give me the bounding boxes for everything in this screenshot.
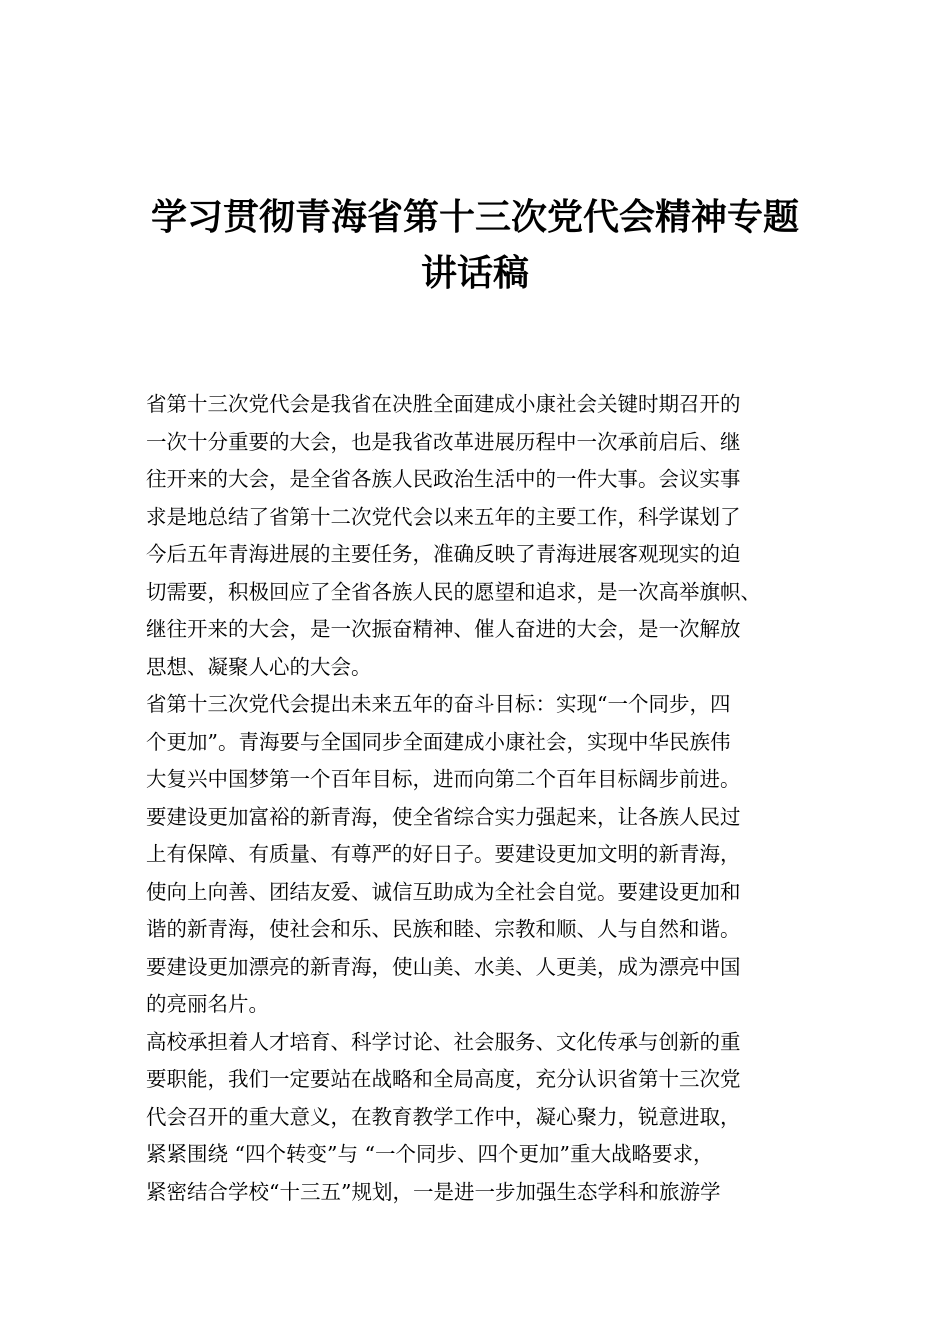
body-line: 求是地总结了省第十二次党代会以来五年的主要工作，科学谋划了 — [146, 504, 741, 529]
body-line: 高校承担着人才培育、科学讨论、社会服务、文化传承与创新的重 — [146, 1029, 741, 1054]
body-line: 思想、凝聚人心的大会。 — [146, 654, 372, 679]
body-line: 紧密结合学校“十三五”规划，一是进一步加强生态学科和旅游学 — [146, 1179, 721, 1204]
body-line: 大复兴中国梦第一个百年目标，进而向第二个百年目标阔步前进。 — [146, 767, 741, 791]
body-line: 要职能，我们一定要站在战略和全局高度，充分认识省第十三次党 — [146, 1067, 741, 1091]
body-line: 省第十三次党代会提出未来五年的奋斗目标：实现“一个同步，四 — [146, 692, 731, 716]
body-line: 要建设更加漂亮的新青海，使山美、水美、人更美，成为漂亮中国 — [146, 954, 741, 979]
title-line-1: 学习贯彻青海省第十三次党代会精神专题 — [150, 197, 799, 238]
body-line: 今后五年青海进展的主要任务，准确反映了青海进展客观现实的迫 — [146, 542, 741, 566]
body-line: 个更加”。青海要与全国同步全面建成小康社会，实现中华民族伟 — [146, 729, 731, 754]
body-line: 代会召开的重大意义，在教育教学工作中，凝心聚力，锐意进取， — [146, 1104, 741, 1129]
body-line: 紧紧围绕 “四个转变”与 “一个同步、四个更加”重大战略要求， — [146, 1142, 714, 1166]
body-line: 要建设更加富裕的新青海，使全省综合实力强起来，让各族人民过 — [146, 804, 741, 829]
body-line: 一次十分重要的大会，也是我省改革进展历程中一次承前启后、继 — [146, 429, 741, 454]
body-line: 上有保障、有质量、有尊严的好日子。要建设更加文明的新青海， — [146, 842, 741, 866]
body-line: 继往开来的大会，是一次振奋精神、催人奋进的大会，是一次解放 — [146, 617, 741, 641]
body-line: 的亮丽名片。 — [146, 992, 269, 1016]
title-line-2: 讲话稿 — [420, 253, 529, 294]
body-line: 谐的新青海，使社会和乐、民族和睦、宗教和顺、人与自然和谐。 — [146, 917, 741, 941]
body-line: 使向上向善、团结友爱、诚信互助成为全社会自觉。要建设更加和 — [146, 879, 741, 904]
body-line: 省第十三次党代会是我省在决胜全面建成小康社会关键时期召开的 — [146, 392, 741, 416]
body-line: 切需要，积极回应了全省各族人民的愿望和追求，是一次高举旗帜、 — [146, 579, 761, 604]
document-body — [146, 386, 836, 1211]
document-title — [100, 190, 850, 302]
body-line: 往开来的大会，是全省各族人民政治生活中的一件大事。会议实事 — [146, 467, 741, 491]
